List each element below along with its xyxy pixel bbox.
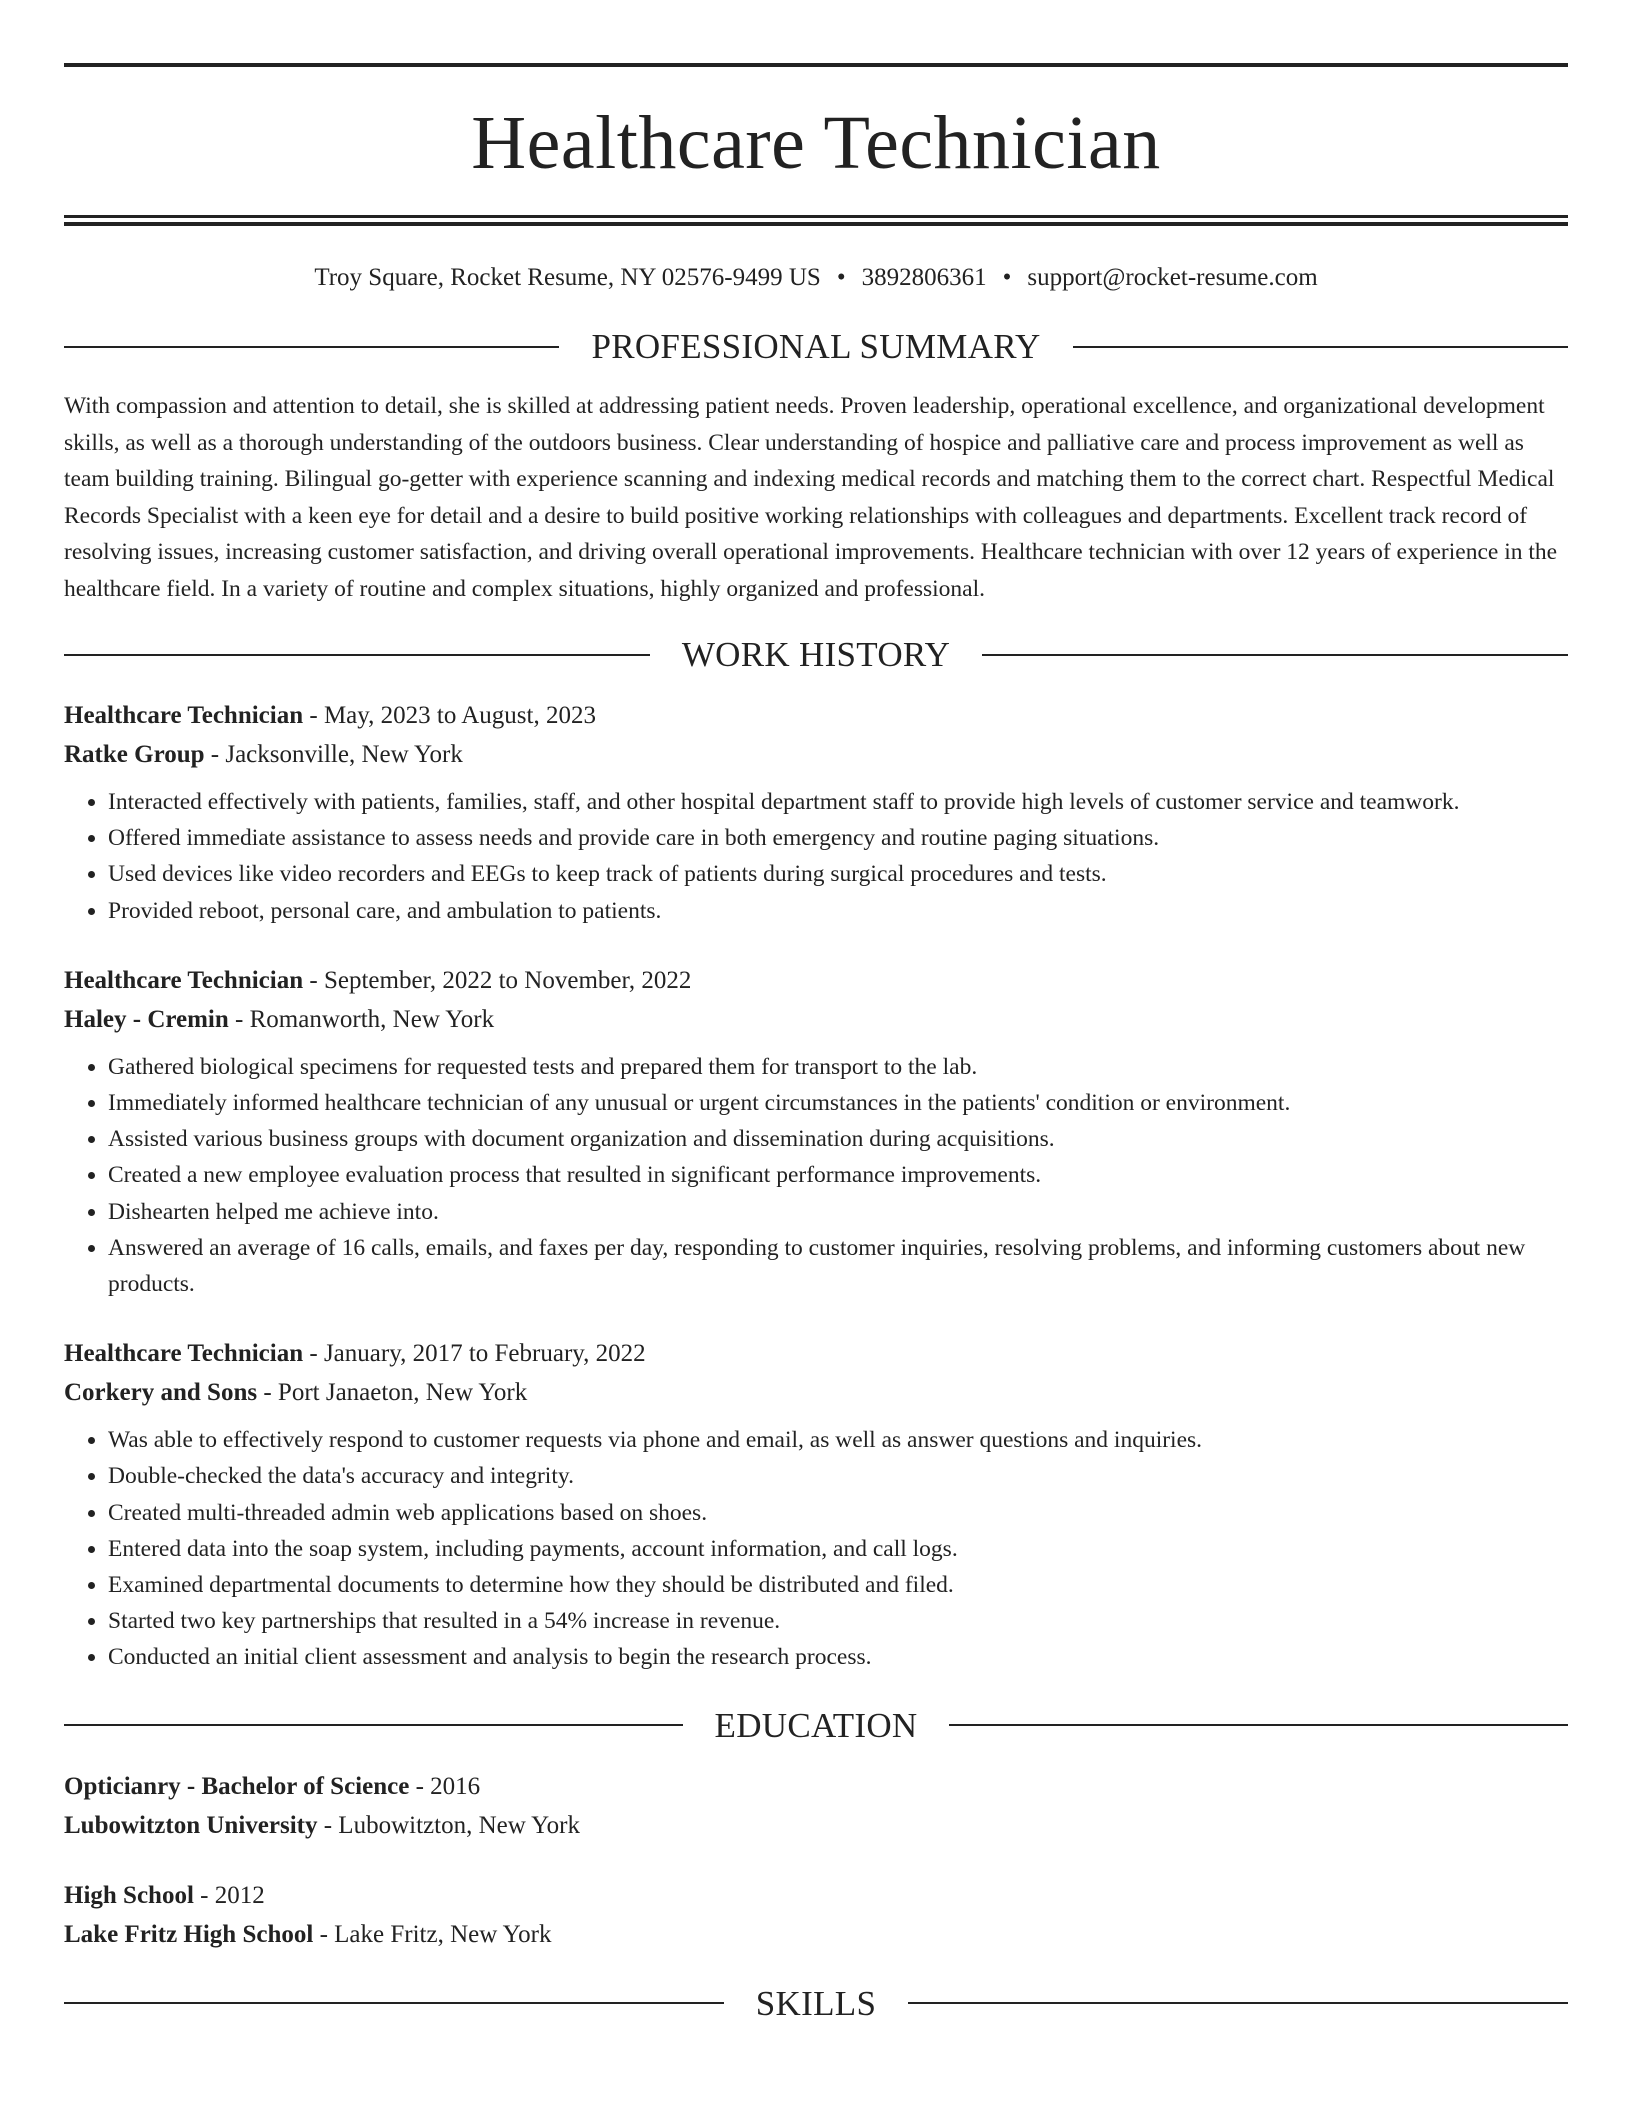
list-item: • Provided reboot, personal care, and ambulation to patients. <box>108 893 1568 929</box>
education-degree-line <box>64 1767 1568 1806</box>
summary-paragraph: With compassion and attention to detail, she is skilled at addressing patient needs. Proven leadership, operational excellence, and organizational development skills, as well as a thorough understanding of the outdoors business. Clear understanding of hospice and palliative care and process improvement as well as team building training. Bilingual go-getter with experience scanning and indexing medical records and matching them to the correct chart. Respectful Medical Records Specialist with a keen eye for detail and a desire to build positive working relationships with colleagues and departments. Excellent track record of resolving issues, increasing customer satisfaction, and driving overall operational improvements. Healthcare technician with over 12 years of experience in the healthcare field. In a variety of routine and complex situations, highly organized and professional. <box>64 393 1558 602</box>
section-title: PROFESSIONAL SUMMARY <box>591 327 1041 366</box>
list-item: • Used devices like video recorders and EEGs to keep track of patients during surgical procedures and tests. <box>108 856 1568 892</box>
job-entry <box>64 696 1568 929</box>
education-degree: Opticianry - Bachelor of Science <box>64 1772 410 1800</box>
job-title: Healthcare Technician <box>64 1340 304 1368</box>
section-rule-left <box>64 654 650 656</box>
list-item: • Answered an average of 16 calls, emails, and faxes per day, responding to customer inquiries, resolving problems, and informing customers about new products. <box>108 1230 1568 1302</box>
section-rule-right <box>908 2002 1568 2004</box>
job-location: - Romanworth, New York <box>228 1005 495 1033</box>
job-entry <box>64 1334 1568 1675</box>
job-company: Haley - Cremin <box>64 1005 229 1033</box>
section-heading-work-history <box>64 637 1568 672</box>
education-entry <box>64 1767 1568 1845</box>
job-company: Corkery and Sons <box>64 1379 258 1407</box>
contact-phone: 3892806361 <box>861 264 987 291</box>
top-rule <box>64 63 1568 67</box>
title-double-rule <box>64 215 1568 226</box>
job-bullets <box>64 784 1568 929</box>
job-title-line <box>64 1334 1568 1373</box>
education-school: Lubowitzton University <box>64 1811 318 1839</box>
list-item: • Gathered biological specimens for requested tests and prepared them for transport to the lab. <box>108 1049 1568 1085</box>
job-bullets <box>64 1049 1568 1302</box>
education-location: - Lubowitzton, New York <box>317 1811 580 1839</box>
section-rule-right <box>1073 346 1568 348</box>
list-item: • Created a new employee evaluation process that resulted in significant performance improvements. <box>108 1157 1568 1193</box>
education-degree: High School <box>64 1881 194 1909</box>
contact-line <box>64 263 1568 293</box>
education-entry <box>64 1876 1568 1954</box>
education-school: Lake Fritz High School <box>64 1920 314 1948</box>
section-title: WORK HISTORY <box>681 635 951 674</box>
job-company-line <box>64 1373 1568 1412</box>
list-item: • Dishearten helped me achieve into. <box>108 1194 1568 1230</box>
job-title: Healthcare Technician <box>64 966 304 994</box>
education-year: - 2012 <box>193 1881 265 1909</box>
contact-email: support@rocket-resume.com <box>1027 264 1318 291</box>
contact-address: Troy Square, Rocket Resume, NY 02576-9499 US <box>314 264 821 291</box>
job-dates: - May, 2023 to August, 2023 <box>303 702 596 729</box>
list-item: • Immediately informed healthcare technician of any unusual or urgent circumstances in the patients' condition or environment. <box>108 1085 1568 1121</box>
resume-title: Healthcare Technician <box>471 101 1161 185</box>
section-title: SKILLS <box>755 1983 877 2023</box>
list-item: • Examined departmental documents to determine how they should be distributed and filed. <box>108 1567 1568 1603</box>
education-year: - 2016 <box>409 1772 481 1800</box>
section-rule-right <box>982 654 1568 656</box>
contact-separator: • <box>1002 264 1012 291</box>
section-heading-skills <box>64 1983 1568 2023</box>
section-rule-right <box>949 1724 1568 1726</box>
job-company-line <box>64 1000 1568 1039</box>
job-company-line <box>64 735 1568 774</box>
job-location: - Port Janaeton, New York <box>257 1379 528 1407</box>
section-rule-left <box>64 346 559 348</box>
list-item: • Was able to effectively respond to customer requests via phone and email, as well as answer questions and inquiries. <box>108 1422 1568 1458</box>
list-item: • Entered data into the soap system, including payments, account information, and call logs. <box>108 1531 1568 1567</box>
resume-page <box>64 0 1568 2021</box>
section-title: EDUCATION <box>714 1705 918 1745</box>
contact-separator: • <box>836 264 846 291</box>
job-entry <box>64 961 1568 1302</box>
section-heading-summary <box>64 329 1568 364</box>
job-location: - Jacksonville, New York <box>204 741 463 768</box>
list-item: • Assisted various business groups with document organization and dissemination during acquisitions. <box>108 1121 1568 1157</box>
job-bullets <box>64 1422 1568 1675</box>
job-title: Healthcare Technician <box>64 702 304 729</box>
job-dates: - September, 2022 to November, 2022 <box>303 966 692 994</box>
list-item: • Conducted an initial client assessment and analysis to begin the research process. <box>108 1639 1568 1675</box>
list-item: • Offered immediate assistance to assess needs and provide care in both emergency and routine paging situations. <box>108 820 1568 856</box>
section-rule-left <box>64 1724 683 1726</box>
job-dates: - January, 2017 to February, 2022 <box>303 1340 646 1368</box>
education-degree-line <box>64 1876 1568 1915</box>
list-item: • Double-checked the data's accuracy and integrity. <box>108 1458 1568 1494</box>
education-school-line <box>64 1806 1568 1845</box>
list-item: • Interacted effectively with patients, families, staff, and other hospital department staff to provide high levels of customer service and teamwork. <box>108 784 1568 820</box>
education-location: - Lake Fritz, New York <box>313 1920 552 1948</box>
section-heading-education <box>64 1705 1568 1745</box>
list-item: • Started two key partnerships that resulted in a 54% increase in revenue. <box>108 1603 1568 1639</box>
job-title-line <box>64 696 1568 735</box>
education-school-line <box>64 1915 1568 1954</box>
job-company: Ratke Group <box>64 741 205 768</box>
job-title-line <box>64 961 1568 1000</box>
section-rule-left <box>64 2002 724 2004</box>
list-item: • Created multi-threaded admin web applications based on shoes. <box>108 1495 1568 1531</box>
